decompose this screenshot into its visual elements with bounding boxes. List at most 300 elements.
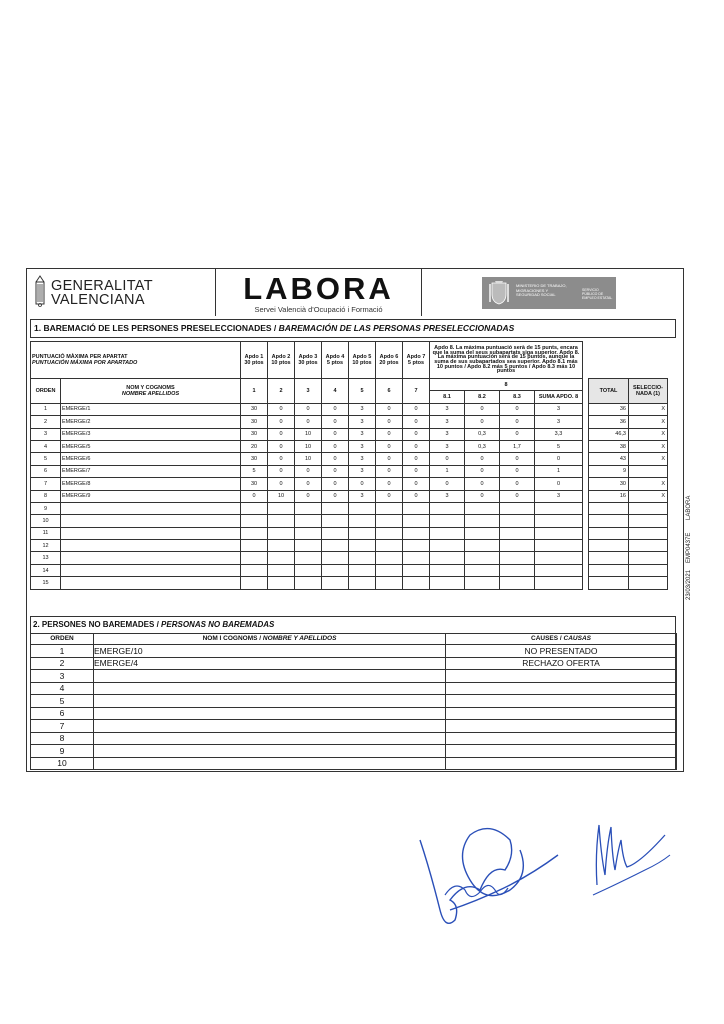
no-baremadas-table <box>30 633 677 770</box>
row-causa: RECHAZO OFERTA <box>446 657 677 670</box>
row-value: 0 <box>322 453 349 465</box>
row-value: 0 <box>403 440 430 452</box>
col-5: 5 <box>349 379 376 404</box>
apdo-header: Apdo 1 30 ptos <box>241 342 268 379</box>
table-row <box>31 502 668 514</box>
row-value: 0 <box>403 490 430 502</box>
row-value: 5 <box>241 465 268 477</box>
row-value <box>465 552 500 564</box>
row-value: 0 <box>268 440 295 452</box>
row-value: 3 <box>349 416 376 428</box>
spain-shield-icon <box>488 280 510 306</box>
row-value: 0 <box>500 416 535 428</box>
row-total <box>589 515 629 527</box>
row-value: 0 <box>268 403 295 415</box>
signature-1 <box>410 810 560 940</box>
row-value: 0 <box>465 465 500 477</box>
row-value: 0 <box>535 478 583 490</box>
row-total: 30 <box>589 478 629 490</box>
col-nom-2: NOM I COGNOMS / NOMBRE Y APELLIDOS <box>94 634 446 645</box>
row-value: 0 <box>322 490 349 502</box>
row-value <box>500 540 535 552</box>
row-orden: 8 <box>31 732 94 745</box>
col-suma-apdo-8: SUMA APDO. 8 <box>535 391 583 403</box>
row-seleccionada: X <box>629 428 668 440</box>
row-value: 3 <box>430 428 465 440</box>
col-nom: NOM Y COGNOMS NOMBRE APELLIDOS <box>61 379 241 404</box>
row-value: 10 <box>295 428 322 440</box>
row-value: 0 <box>500 453 535 465</box>
table-row <box>31 540 668 552</box>
gva-logo-cell <box>27 269 216 316</box>
row-nombre <box>94 695 446 708</box>
row-value <box>241 502 268 514</box>
row-value <box>500 515 535 527</box>
row-value <box>376 502 403 514</box>
row-value: 0 <box>376 453 403 465</box>
puntuacion-row <box>31 342 668 379</box>
row-nombre <box>94 757 446 770</box>
row-value: 3 <box>430 440 465 452</box>
table-row <box>31 657 677 670</box>
row-value: 0 <box>500 403 535 415</box>
row-value <box>268 502 295 514</box>
col-2: 2 <box>268 379 295 404</box>
row-nombre: EMERGE/9 <box>61 490 241 502</box>
row-causa <box>446 670 677 683</box>
row-causa <box>446 732 677 745</box>
col-8-3: 8.3 <box>500 391 535 403</box>
row-causa <box>446 707 677 720</box>
row-value: 1 <box>430 465 465 477</box>
row-orden: 15 <box>31 577 61 589</box>
labora-title: LABORA <box>243 271 394 306</box>
row-value <box>268 564 295 576</box>
row-value: 0 <box>322 416 349 428</box>
row-value <box>465 515 500 527</box>
row-value: 10 <box>295 453 322 465</box>
row-total <box>589 540 629 552</box>
table-row <box>31 416 668 428</box>
apdo-header: Apdo 5 10 ptos <box>349 342 376 379</box>
row-value <box>500 502 535 514</box>
row-value <box>322 540 349 552</box>
row-seleccionada <box>629 564 668 576</box>
row-value <box>268 515 295 527</box>
row-seleccionada <box>629 527 668 539</box>
row-value <box>430 527 465 539</box>
row-value <box>403 527 430 539</box>
side-date: 23/03/2021 <box>686 569 692 600</box>
puntuacion-es: PUNTUACIÓN MÁXIMA POR APARTADO <box>32 360 138 366</box>
row-seleccionada: X <box>629 403 668 415</box>
row-nombre: EMERGE/7 <box>61 465 241 477</box>
gva-name <box>51 279 153 307</box>
row-value: 0 <box>376 440 403 452</box>
table-row <box>31 707 677 720</box>
row-seleccionada <box>629 465 668 477</box>
row-total: 46,3 <box>589 428 629 440</box>
row-value: 0 <box>376 490 403 502</box>
row-value: 0 <box>322 478 349 490</box>
row-value: 0 <box>403 403 430 415</box>
col-seleccionada: SELECCIO- NADA (1) <box>629 379 668 404</box>
row-value: 10 <box>268 490 295 502</box>
row-value <box>403 552 430 564</box>
table-row <box>31 757 677 770</box>
table-row <box>31 428 668 440</box>
row-value <box>465 502 500 514</box>
table-row <box>31 682 677 695</box>
puntuacio-val: PUNTUACIÓ MÀXIMA PER APARTAT <box>32 354 128 360</box>
section-1-title-es: BAREMACIÓN DE LAS PERSONAS PRESELECCIONADAS <box>278 323 515 333</box>
row-value <box>535 552 583 564</box>
row-nombre: EMERGE/3 <box>61 428 241 440</box>
row-value: 0 <box>465 403 500 415</box>
row-value <box>430 564 465 576</box>
row-nombre <box>94 682 446 695</box>
row-causa <box>446 682 677 695</box>
row-nombre <box>94 720 446 733</box>
table-row <box>31 403 668 415</box>
row-nombre <box>61 502 241 514</box>
row-total <box>589 552 629 564</box>
row-total: 16 <box>589 490 629 502</box>
row-value: 0 <box>403 428 430 440</box>
row-value <box>295 502 322 514</box>
row-orden: 1 <box>31 645 94 658</box>
row-value <box>241 577 268 589</box>
row-value <box>430 515 465 527</box>
row-orden: 5 <box>31 695 94 708</box>
labora-subtitle: Servei Valencià d'Ocupació i Formació <box>254 305 383 314</box>
row-total <box>589 564 629 576</box>
side-code: EMP0437E <box>686 532 692 563</box>
row-value: 0 <box>268 465 295 477</box>
row-value: 0 <box>403 453 430 465</box>
row-value <box>295 527 322 539</box>
row-value <box>349 540 376 552</box>
row-value: 0 <box>535 453 583 465</box>
row-nombre <box>61 564 241 576</box>
row-value <box>535 540 583 552</box>
row-value: 0 <box>295 416 322 428</box>
row-value <box>430 577 465 589</box>
row-value: 0 <box>349 478 376 490</box>
row-causa: NO PRESENTADO <box>446 645 677 658</box>
col-8-2: 8.2 <box>465 391 500 403</box>
puntuacion-label <box>31 342 241 379</box>
section-2-header <box>31 634 677 645</box>
row-value <box>500 577 535 589</box>
row-value <box>376 552 403 564</box>
row-value <box>535 527 583 539</box>
section-1-title <box>30 319 676 338</box>
row-value: 0 <box>322 440 349 452</box>
row-orden: 10 <box>31 515 61 527</box>
row-value <box>241 515 268 527</box>
table-row <box>31 645 677 658</box>
row-value: 0 <box>322 403 349 415</box>
row-orden: 2 <box>31 657 94 670</box>
row-nombre: EMERGE/8 <box>61 478 241 490</box>
row-total: 9 <box>589 465 629 477</box>
apdo-header: Apdo 7 5 ptos <box>403 342 430 379</box>
row-value <box>295 577 322 589</box>
table-row <box>31 478 668 490</box>
row-value <box>500 527 535 539</box>
row-seleccionada <box>629 502 668 514</box>
row-value: 0 <box>465 453 500 465</box>
row-total <box>589 527 629 539</box>
row-total <box>589 577 629 589</box>
row-value: 0 <box>322 465 349 477</box>
row-value <box>535 515 583 527</box>
row-value <box>349 577 376 589</box>
row-value: 0 <box>268 428 295 440</box>
row-value <box>349 552 376 564</box>
table-row <box>31 670 677 683</box>
row-value <box>322 577 349 589</box>
row-value <box>500 552 535 564</box>
row-nombre: EMERGE/2 <box>61 416 241 428</box>
row-value: 3 <box>349 403 376 415</box>
row-value <box>376 515 403 527</box>
row-nombre: EMERGE/4 <box>94 657 446 670</box>
row-value: 0 <box>295 478 322 490</box>
row-nombre: EMERGE/6 <box>61 453 241 465</box>
row-nombre: EMERGE/10 <box>94 645 446 658</box>
row-orden: 1 <box>31 403 61 415</box>
row-value: 3 <box>349 440 376 452</box>
row-value <box>465 564 500 576</box>
row-seleccionada: X <box>629 490 668 502</box>
row-value <box>322 515 349 527</box>
ministerio-logo-cell <box>422 269 683 316</box>
row-value <box>349 564 376 576</box>
gva-line-1: GENERALITAT <box>51 278 153 294</box>
row-value: 5 <box>535 440 583 452</box>
row-value: 0 <box>403 478 430 490</box>
row-value <box>376 564 403 576</box>
row-value: 0 <box>322 428 349 440</box>
row-value <box>500 564 535 576</box>
row-value: 0 <box>241 490 268 502</box>
row-value <box>465 540 500 552</box>
row-value <box>349 515 376 527</box>
row-value: 0 <box>403 416 430 428</box>
row-orden: 11 <box>31 527 61 539</box>
row-value <box>376 577 403 589</box>
row-value: 0 <box>376 465 403 477</box>
table-row <box>31 527 668 539</box>
row-value <box>322 502 349 514</box>
row-value: 3 <box>535 490 583 502</box>
row-value: 0 <box>295 490 322 502</box>
row-value <box>295 564 322 576</box>
row-value <box>376 540 403 552</box>
row-value: 0 <box>500 428 535 440</box>
row-causa <box>446 757 677 770</box>
row-seleccionada: X <box>629 440 668 452</box>
table-row <box>31 465 668 477</box>
gva-crest-icon <box>33 274 47 308</box>
col-orden: ORDEN <box>31 379 61 404</box>
row-value <box>268 540 295 552</box>
row-nombre <box>61 577 241 589</box>
row-value: 0 <box>268 453 295 465</box>
row-nombre <box>61 515 241 527</box>
table-row <box>31 732 677 745</box>
row-seleccionada <box>629 540 668 552</box>
row-value <box>349 502 376 514</box>
row-value <box>535 577 583 589</box>
signature-2 <box>585 815 675 905</box>
col-orden-2: ORDEN <box>31 634 94 645</box>
row-value: 0 <box>430 478 465 490</box>
row-nombre <box>94 745 446 758</box>
row-value <box>349 527 376 539</box>
row-value: 0 <box>500 478 535 490</box>
row-value <box>465 577 500 589</box>
apdo-8-note: Apdo 8. La màxima puntuació serà de 15 punts, encara que la suma del seus subapartats siga superior. Apdo 8. La máxima puntuación será de 15 puntos, aunque la suma de sus subapartados sea superior. Apdo 8.1 más 10 puntos / Apdo 8.2 más 5 puntos / Apdo 8.3 más 10 puntos <box>430 342 583 379</box>
row-value <box>535 564 583 576</box>
row-orden: 2 <box>31 416 61 428</box>
row-orden: 3 <box>31 428 61 440</box>
row-value: 30 <box>241 416 268 428</box>
row-orden: 3 <box>31 670 94 683</box>
row-orden: 7 <box>31 478 61 490</box>
row-nombre <box>61 552 241 564</box>
row-orden: 14 <box>31 564 61 576</box>
row-value: 0 <box>465 416 500 428</box>
row-value <box>322 564 349 576</box>
col-causes: CAUSES / CAUSAS <box>446 634 677 645</box>
row-value: 3 <box>430 403 465 415</box>
row-value: 1,7 <box>500 440 535 452</box>
apdo-header: Apdo 4 5 ptos <box>322 342 349 379</box>
section-2-title: 2. PERSONES NO BAREMADES / PERSONAS NO BAREMADAS <box>33 620 275 629</box>
row-causa <box>446 720 677 733</box>
row-orden: 6 <box>31 707 94 720</box>
row-value: 20 <box>241 440 268 452</box>
row-nombre <box>94 707 446 720</box>
row-orden: 5 <box>31 453 61 465</box>
row-value <box>403 502 430 514</box>
header-row-1 <box>31 379 668 391</box>
row-orden: 9 <box>31 745 94 758</box>
row-orden: 6 <box>31 465 61 477</box>
row-value: 30 <box>241 453 268 465</box>
row-value <box>535 502 583 514</box>
row-value: 30 <box>241 428 268 440</box>
row-value: 0 <box>376 416 403 428</box>
row-value: 0 <box>500 490 535 502</box>
row-orden: 4 <box>31 682 94 695</box>
row-value: 0 <box>465 490 500 502</box>
col-7: 7 <box>403 379 430 404</box>
row-nombre: EMERGE/1 <box>61 403 241 415</box>
col-8: 8 <box>430 379 583 391</box>
row-value: 1 <box>535 465 583 477</box>
row-seleccionada: X <box>629 453 668 465</box>
row-value <box>295 552 322 564</box>
row-seleccionada <box>629 577 668 589</box>
apdo-header: Apdo 6 20 ptos <box>376 342 403 379</box>
ministerio-logo <box>482 277 616 309</box>
row-value <box>430 540 465 552</box>
row-nombre <box>61 540 241 552</box>
row-value <box>295 515 322 527</box>
row-value: 3 <box>535 403 583 415</box>
col-6: 6 <box>376 379 403 404</box>
apdo-header: Apdo 3 30 ptos <box>295 342 322 379</box>
row-value: 0,3 <box>465 440 500 452</box>
table-row <box>31 720 677 733</box>
row-value <box>295 540 322 552</box>
row-value: 3,3 <box>535 428 583 440</box>
row-orden: 13 <box>31 552 61 564</box>
row-orden: 9 <box>31 502 61 514</box>
row-orden: 10 <box>31 757 94 770</box>
table-row <box>31 695 677 708</box>
col-3: 3 <box>295 379 322 404</box>
row-value: 10 <box>295 440 322 452</box>
row-value: 3 <box>349 490 376 502</box>
row-value: 30 <box>241 478 268 490</box>
gva-line-2: VALENCIANA <box>51 292 145 308</box>
row-value: 3 <box>349 465 376 477</box>
row-value <box>241 540 268 552</box>
row-value: 0 <box>430 453 465 465</box>
row-value: 3 <box>349 453 376 465</box>
row-value <box>322 527 349 539</box>
row-nombre <box>94 670 446 683</box>
table-row <box>31 577 668 589</box>
row-value: 3 <box>430 416 465 428</box>
row-value: 0 <box>403 465 430 477</box>
row-value: 3 <box>349 428 376 440</box>
col-total: TOTAL <box>589 379 629 404</box>
row-value <box>465 527 500 539</box>
row-orden: 12 <box>31 540 61 552</box>
row-value: 0,3 <box>465 428 500 440</box>
row-value <box>268 527 295 539</box>
row-value: 3 <box>430 490 465 502</box>
table-row <box>31 745 677 758</box>
table-row <box>31 490 668 502</box>
row-value: 0 <box>268 416 295 428</box>
row-value: 0 <box>268 478 295 490</box>
table-row <box>31 515 668 527</box>
section-1-title-val: 1. BAREMACIÓ DE LES PERSONES PRESELECCIONADES / <box>34 323 279 333</box>
row-value: 0 <box>295 465 322 477</box>
row-value <box>268 552 295 564</box>
row-value <box>403 577 430 589</box>
col-4: 4 <box>322 379 349 404</box>
document-header <box>27 269 683 316</box>
row-nombre: EMERGE/5 <box>61 440 241 452</box>
row-total: 36 <box>589 416 629 428</box>
row-causa <box>446 745 677 758</box>
apdo-header: Apdo 2 10 ptos <box>268 342 295 379</box>
row-orden: 4 <box>31 440 61 452</box>
row-value <box>322 552 349 564</box>
row-total <box>589 502 629 514</box>
row-causa <box>446 695 677 708</box>
row-orden: 8 <box>31 490 61 502</box>
table-row <box>31 453 668 465</box>
